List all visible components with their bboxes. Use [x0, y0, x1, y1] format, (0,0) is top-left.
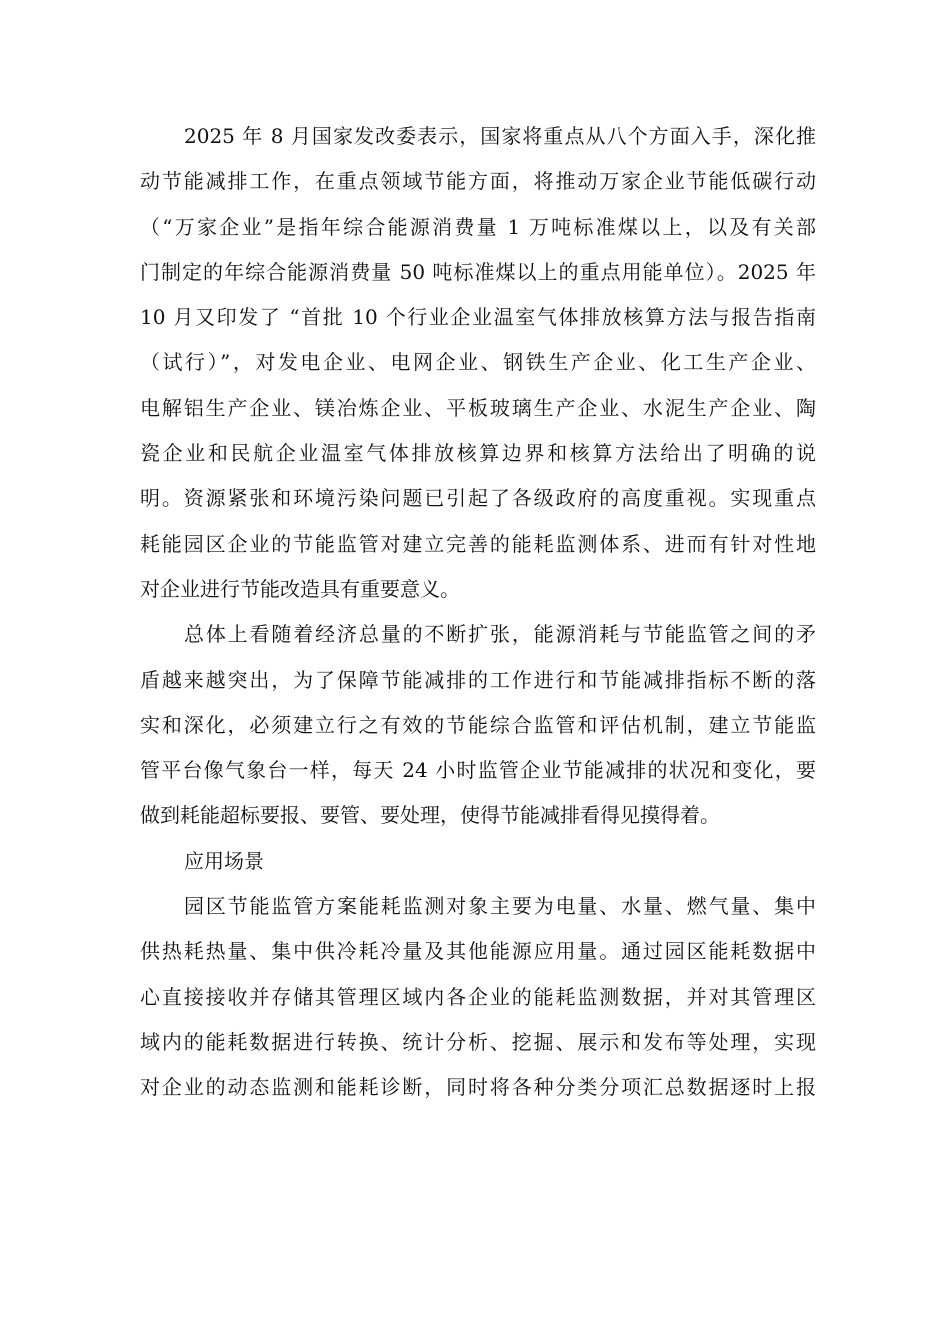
text-line: 电解铝生产企业、镁冶炼企业、平板玻璃生产企业、水泥生产企业、陶: [140, 395, 816, 420]
text-line: （“万家企业”是指年综合能源消费量 1 万吨标准煤以上，以及有关部: [140, 214, 816, 239]
text-line: 园区节能监管方案能耗监测对象主要为电量、水量、燃气量、集中: [184, 894, 816, 919]
text-line: 管平台像气象台一样，每天 24 小时监管企业节能减排的状况和变化，要: [140, 758, 816, 783]
text-line: 总体上看随着经济总量的不断扩张，能源消耗与节能监管之间的矛: [184, 622, 816, 647]
section-heading-application: [140, 839, 816, 884]
text-line: 实和深化，必须建立行之有效的节能综合监管和评估机制，建立节能监: [140, 712, 816, 737]
paragraph-policy: [140, 114, 816, 612]
paragraph-supervision: [140, 612, 816, 838]
text-line: 10 月又印发了 “首批 10 个行业企业温室气体排放核算方法与报告指南: [140, 305, 816, 330]
text-line: 对企业进行节能改造具有重要意义。: [140, 576, 460, 601]
text-line: 对企业的动态监测和能耗诊断，同时将各种分类分项汇总数据逐时上报: [140, 1075, 816, 1100]
text-line: （试行）”，对发电企业、电网企业、钢铁生产企业、化工生产企业、: [140, 350, 816, 375]
text-line: 盾越来越突出，为了保障节能减排的工作进行和节能减排指标不断的落: [140, 667, 816, 692]
text-line: 动节能减排工作，在重点领域节能方面，将推动万家企业节能低碳行动: [140, 169, 816, 194]
body-text: [140, 114, 816, 1111]
text-line: 门制定的年综合能源消费量 50 吨标准煤以上的重点用能单位）。2025 年: [140, 259, 816, 284]
text-line: 心直接接收并存储其管理区域内各企业的能耗监测数据，并对其管理区: [140, 984, 816, 1009]
paragraph-monitoring: [140, 884, 816, 1110]
text-line: 明。资源紧张和环境污染问题已引起了各级政府的高度重视。实现重点: [140, 486, 816, 511]
section-heading: 应用场景: [184, 848, 264, 873]
text-line: 瓷企业和民航企业温室气体排放核算边界和核算方法给出了明确的说: [140, 441, 816, 466]
text-line: 域内的能耗数据进行转换、统计分析、挖掘、展示和发布等处理，实现: [140, 1029, 816, 1054]
text-line: 做到耗能超标要报、要管、要处理，使得节能减排看得见摸得着。: [140, 803, 720, 828]
text-line: 2025 年 8 月国家发改委表示，国家将重点从八个方面入手，深化推: [184, 124, 816, 148]
text-line: 耗能园区企业的节能监管对建立完善的能耗监测体系、进而有针对性地: [140, 531, 816, 556]
text-line: 供热耗热量、集中供冷耗冷量及其他能源应用量。通过园区能耗数据中: [140, 939, 816, 964]
